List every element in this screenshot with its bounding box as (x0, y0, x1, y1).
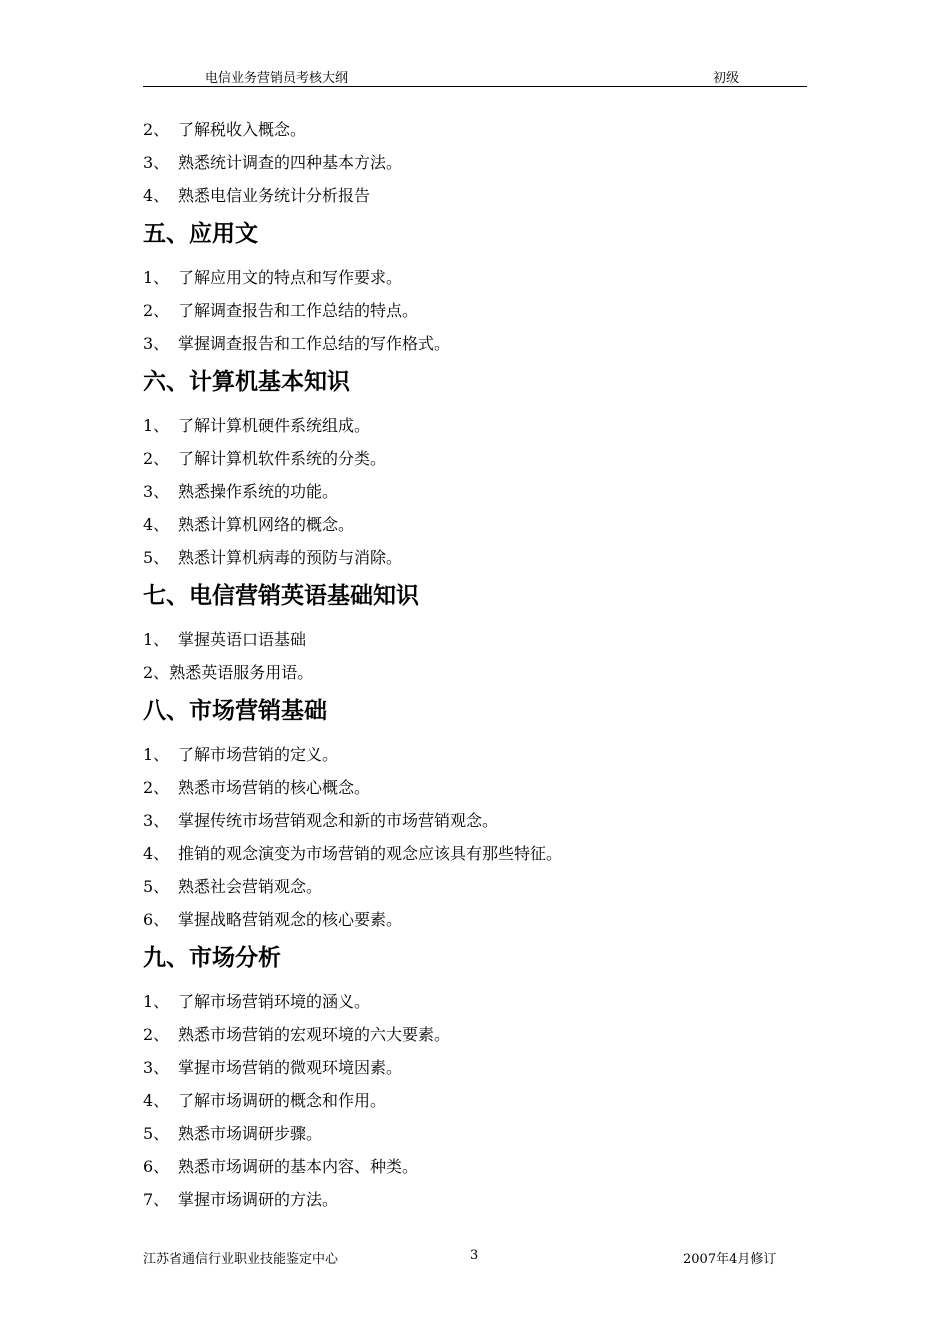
item-text: 了解市场营销的定义。 (178, 745, 339, 764)
list-item (143, 1150, 807, 1183)
item-number: 3、 (143, 811, 170, 830)
list-item (143, 409, 807, 442)
list-item (143, 508, 807, 541)
list-item (143, 442, 807, 475)
item-number: 6、 (143, 910, 170, 929)
list-item (143, 1183, 807, 1216)
item-number: 3、 (143, 482, 170, 501)
list-item (143, 475, 807, 508)
item-text: 掌握市场调研的方法。 (178, 1190, 339, 1209)
item-number: 2、 (143, 120, 170, 139)
header-title: 电信业务营销员考核大纲 (205, 71, 349, 86)
item-number: 1、 (143, 416, 170, 435)
item-number: 2、 (143, 663, 170, 682)
item-text: 掌握英语口语基础 (178, 630, 307, 649)
item-number: 3、 (143, 153, 170, 172)
list-item (143, 771, 807, 804)
section-heading: 五、应用文 (143, 221, 258, 247)
list-item (143, 113, 807, 146)
item-text: 熟悉社会营销观念。 (178, 877, 323, 896)
item-text: 了解市场营销环境的涵义。 (178, 992, 371, 1011)
item-text: 了解计算机软件系统的分类。 (178, 449, 387, 468)
list-item (143, 294, 807, 327)
item-number: 1、 (143, 745, 170, 764)
section-heading: 八、市场营销基础 (143, 698, 327, 724)
item-text: 了解税收入概念。 (178, 120, 307, 139)
item-number: 1、 (143, 992, 170, 1011)
list-item (143, 870, 807, 903)
item-text: 了解市场调研的概念和作用。 (178, 1091, 387, 1110)
item-text: 熟悉市场营销的宏观环境的六大要素。 (178, 1025, 451, 1044)
item-number: 4、 (143, 1091, 170, 1110)
item-text: 掌握战略营销观念的核心要素。 (178, 910, 403, 929)
page-number: 3 (470, 1248, 479, 1263)
list-item (143, 261, 807, 294)
list-item (143, 1117, 807, 1150)
item-text: 熟悉市场调研的基本内容、种类。 (178, 1157, 419, 1176)
revision-date: 2007年4月修订 (683, 1252, 777, 1267)
item-text: 熟悉统计调查的四种基本方法。 (178, 153, 403, 172)
item-number: 5、 (143, 1124, 170, 1143)
section-heading: 六、计算机基本知识 (143, 369, 350, 395)
page-footer (143, 1248, 807, 1268)
item-number: 2、 (143, 778, 170, 797)
item-number: 1、 (143, 268, 170, 287)
list-item (143, 146, 807, 179)
item-text: 熟悉操作系统的功能。 (178, 482, 339, 501)
list-item (143, 623, 807, 656)
item-text: 了解计算机硬件系统组成。 (178, 416, 371, 435)
section-heading: 七、电信营销英语基础知识 (143, 583, 419, 609)
item-number: 1、 (143, 630, 170, 649)
item-number: 3、 (143, 1058, 170, 1077)
list-item (143, 1018, 807, 1051)
document-body (143, 113, 807, 1216)
item-number: 4、 (143, 844, 170, 863)
item-number: 4、 (143, 186, 170, 205)
list-item (143, 1051, 807, 1084)
footer-organization: 江苏省通信行业职业技能鉴定中心 (143, 1252, 339, 1267)
item-text: 推销的观念演变为市场营销的观念应该具有那些特征。 (178, 844, 563, 863)
item-text: 熟悉市场调研步骤。 (178, 1124, 323, 1143)
item-text: 掌握市场营销的微观环境因素。 (178, 1058, 403, 1077)
item-number: 5、 (143, 548, 170, 567)
item-number: 2、 (143, 1025, 170, 1044)
item-number: 3、 (143, 334, 170, 353)
list-item (143, 837, 807, 870)
list-item (143, 738, 807, 771)
page-header (143, 66, 807, 87)
section-heading: 九、市场分析 (143, 945, 281, 971)
list-item (143, 541, 807, 574)
item-number: 2、 (143, 301, 170, 320)
header-level: 初级 (713, 71, 740, 86)
item-text: 熟悉电信业务统计分析报告 (178, 186, 371, 205)
item-number: 4、 (143, 515, 170, 534)
item-text: 了解调查报告和工作总结的特点。 (178, 301, 419, 320)
item-text: 熟悉计算机网络的概念。 (178, 515, 355, 534)
list-item (143, 903, 807, 936)
item-text: 了解应用文的特点和写作要求。 (178, 268, 403, 287)
list-item (143, 804, 807, 837)
item-number: 6、 (143, 1157, 170, 1176)
list-item (143, 656, 807, 689)
list-item (143, 1084, 807, 1117)
item-text: 熟悉市场营销的核心概念。 (178, 778, 371, 797)
item-number: 7、 (143, 1190, 170, 1209)
list-item (143, 179, 807, 212)
item-text: 掌握传统市场营销观念和新的市场营销观念。 (178, 811, 499, 830)
item-number: 2、 (143, 449, 170, 468)
list-item (143, 985, 807, 1018)
list-item (143, 327, 807, 360)
item-text: 熟悉计算机病毒的预防与消除。 (178, 548, 403, 567)
item-number: 5、 (143, 877, 170, 896)
item-text: 熟悉英语服务用语。 (169, 663, 314, 682)
item-text: 掌握调查报告和工作总结的写作格式。 (178, 334, 451, 353)
